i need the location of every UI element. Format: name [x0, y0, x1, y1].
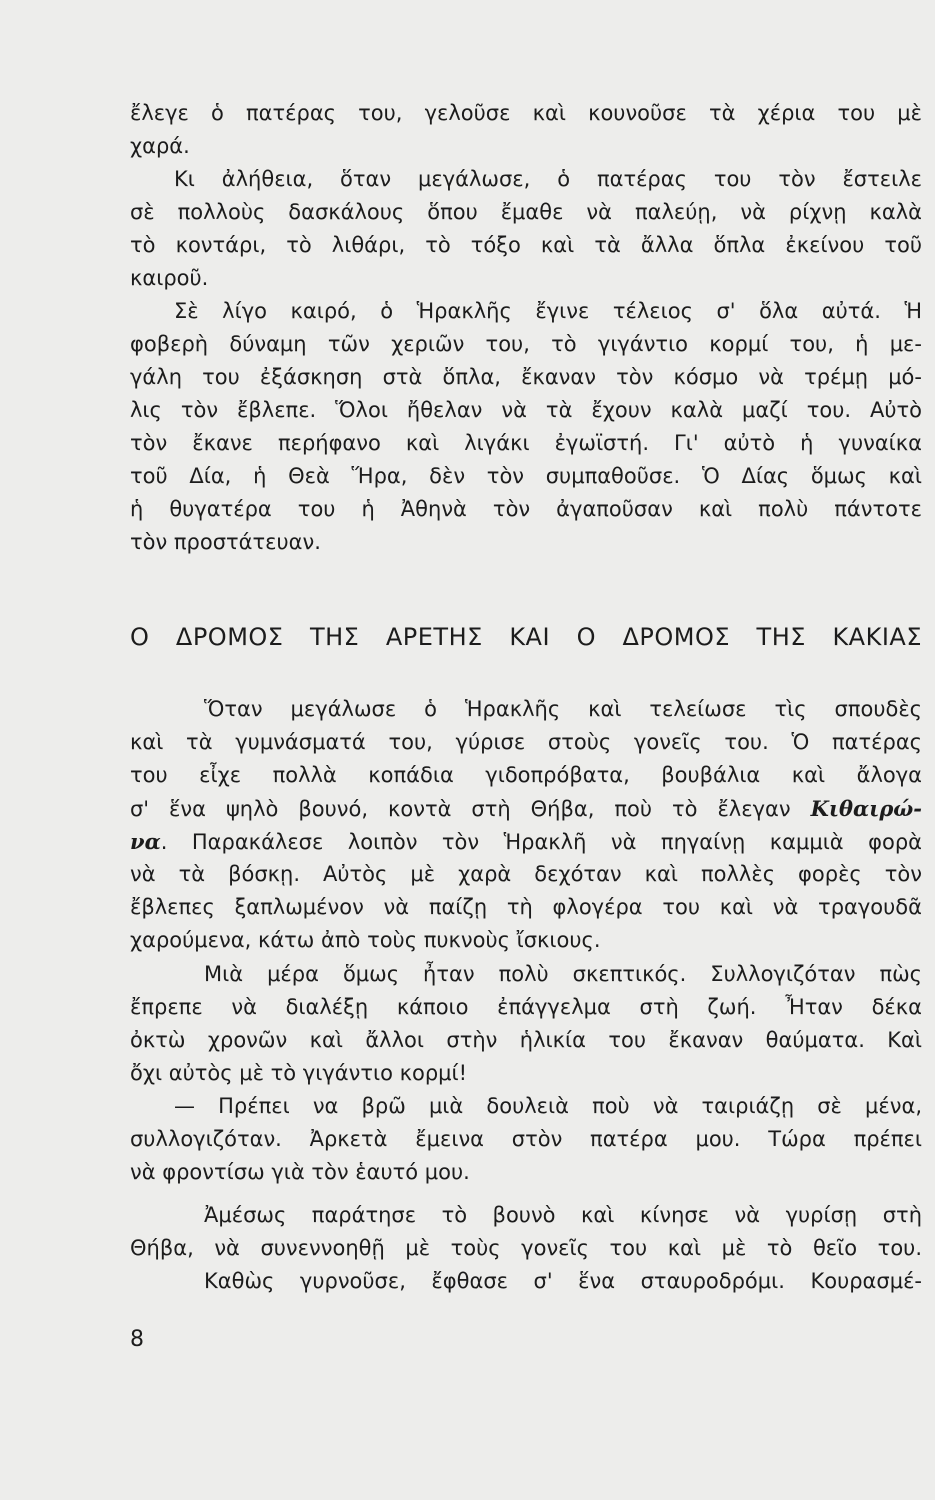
text-line: — Πρέπει να βρῶ μιὰ δουλειὰ ποὺ νὰ ταιριάζῃ σὲ μένα,: [174, 1094, 922, 1118]
text-line: ὀκτὼ χρονῶν καὶ ἄλλοι στὴν ἡλικία του ἔκαναν θαύματα. Καὶ: [130, 1028, 922, 1052]
text-fragment: . Παρακάλεσε λοιπὸν τὸν Ἡρακλῆ νὰ πηγαίνῃ καμμιὰ φορὰ: [160, 830, 922, 854]
text-line: νὰ φροντίσω γιὰ τὸν ἑαυτό μου.: [130, 1160, 470, 1184]
text-line: [130, 825, 922, 858]
text-line: ἔλεγε ὁ πατέρας του, γελοῦσε καὶ κουνοῦσε τὰ χέρια του μὲ: [130, 101, 922, 125]
text-line: συλλογιζόταν. Ἀρκετὰ ἔμεινα στὸν πατέρα μου. Τώρα πρέπει: [130, 1127, 922, 1151]
paragraph-8: [130, 1265, 922, 1298]
paragraph-4: [130, 693, 922, 957]
text-line: Καθὼς γυρνοῦσε, ἔφθασε σ' ἕνα σταυροδρόμι. Κουρασμέ-: [204, 1269, 922, 1293]
text-line: Σὲ λίγο καιρό, ὁ Ἡρακλῆς ἔγινε τέλειος σ' ὅλα αὐτά. Ἡ: [174, 299, 922, 323]
paragraph-2: [130, 163, 922, 295]
paragraph-6: [130, 1090, 922, 1189]
text-line: σὲ πολλοὺς δασκάλους ὅπου ἔμαθε νὰ παλεύῃ, νὰ ρίχνῃ καλὰ: [130, 200, 922, 224]
paragraph-7: [130, 1199, 922, 1265]
paragraph-5: [130, 958, 922, 1090]
paragraph-1: [130, 97, 922, 163]
text-line: Θήβα, νὰ συνεννοηθῇ μὲ τοὺς γονεῖς του καὶ μὲ τὸ θεῖο του.: [130, 1236, 922, 1260]
text-line: νὰ τὰ βόσκῃ. Αὐτὸς μὲ χαρὰ δεχόταν καὶ πολλὲς φορὲς τὸν: [130, 862, 922, 886]
text-line: τὸ κοντάρι, τὸ λιθάρι, τὸ τόξο καὶ τὰ ἄλλα ὅπλα ἐκείνου τοῦ: [130, 233, 922, 257]
text-line: γάλη του ἐξάσκηση στὰ ὅπλα, ἔκαναν τὸν κόσμο νὰ τρέμῃ μό-: [130, 365, 922, 389]
text-line: φοβερὴ δύναμη τῶν χεριῶν του, τὸ γιγάντιο κορμί του, ἡ με-: [130, 332, 922, 356]
section-heading: Ο ΔΡΟΜΟΣ ΤΗΣ ΑΡΕΤΗΣ ΚΑΙ Ο ΔΡΟΜΟΣ ΤΗΣ ΚΑΚΙΑΣ: [130, 623, 922, 651]
text-line: [130, 792, 922, 825]
text-line: καὶ τὰ γυμνάσματά του, γύρισε στοὺς γονεῖς του. Ὁ πατέρας: [130, 730, 922, 754]
text-line: ἡ θυγατέρα του ἡ Ἀθηνὰ τὸν ἀγαποῦσαν καὶ πολὺ πάντοτε: [130, 497, 922, 521]
text-line: Μιὰ μέρα ὅμως ἦταν πολὺ σκεπτικός. Συλλογιζόταν πὼς: [204, 962, 922, 986]
text-line: τὸν ἔκανε περήφανο καὶ λιγάκι ἐγωϊστή. Γι' αὐτὸ ἡ γυναίκα: [130, 431, 922, 455]
text-line: τὸν προστάτευαν.: [130, 530, 321, 554]
text-line: ὄχι αὐτὸς μὲ τὸ γιγάντιο κορμί!: [130, 1061, 468, 1085]
text-line: λις τὸν ἔβλεπε. Ὅλοι ἤθελαν νὰ τὰ ἔχουν καλὰ μαζί του. Αὐτὸ: [130, 398, 922, 422]
text-line: χαρούμενα, κάτω ἀπὸ τοὺς πυκνοὺς ἴσκιους.: [130, 928, 601, 952]
paragraph-3: [130, 295, 922, 559]
text-line: Ἀμέσως παράτησε τὸ βουνὸ καὶ κίνησε νὰ γυρίσῃ στὴ: [204, 1203, 922, 1227]
text-line: Κι ἀλήθεια, ὅταν μεγάλωσε, ὁ πατέρας του τὸν ἔστειλε: [174, 167, 922, 191]
text-line: ἔβλεπες ξαπλωμένον νὰ παίζῃ τὴ φλογέρα του καὶ νὰ τραγουδᾶ: [130, 895, 922, 919]
text-line: ἔπρεπε νὰ διαλέξῃ κάποιο ἐπάγγελμα στὴ ζωή. Ἦταν δέκα: [130, 995, 922, 1019]
place-name: να: [130, 829, 161, 854]
text-line: καιροῦ.: [130, 266, 209, 290]
text-line: του εἶχε πολλὰ κοπάδια γιδοπρόβατα, βουβάλια καὶ ἄλογα: [130, 763, 922, 787]
text-line: τοῦ Δία, ἡ Θεὰ Ἥρα, δὲν τὸν συμπαθοῦσε. Ὁ Δίας ὅμως καὶ: [130, 464, 922, 488]
place-name: Κιθαιρώ-: [810, 796, 922, 821]
text-line: χαρά.: [130, 134, 190, 158]
page-number: 8: [130, 1327, 144, 1352]
text-line: Ὅταν μεγάλωσε ὁ Ἡρακλῆς καὶ τελείωσε τὶς σπουδὲς: [204, 697, 922, 721]
text-fragment: σ' ἕνα ψηλὸ βουνό, κοντὰ στὴ Θήβα, ποὺ τὸ ἔλεγαν: [130, 797, 791, 821]
